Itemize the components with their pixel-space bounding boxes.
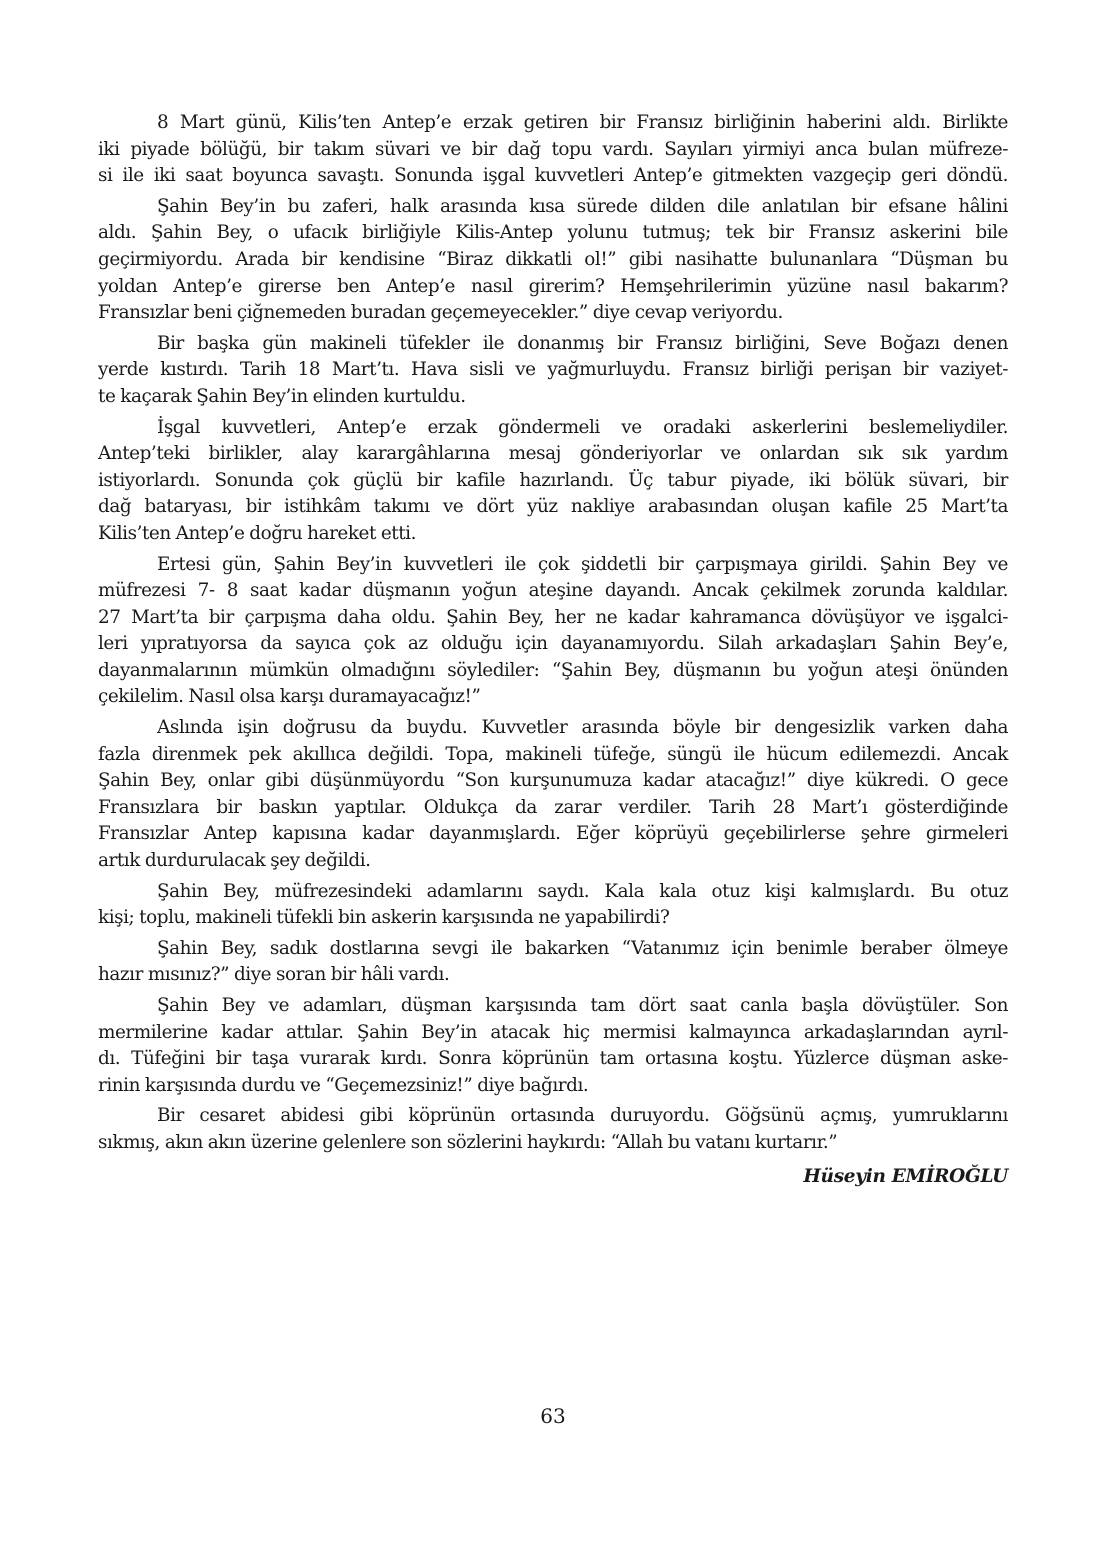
text-line: Fransızlar Antep kapısına kadar dayanmışlardı. Eğer köprüyü geçebilirlerse şehre girmeleri bbox=[98, 823, 1008, 845]
text-line: Aslında işin doğrusu da buydu. Kuvvetler arasında böyle bir dengesizlik varken daha bbox=[157, 717, 1008, 739]
paragraph-8 bbox=[98, 936, 1008, 989]
text-line: hazır mısınız?” diye soran bir hâli vardı. bbox=[98, 964, 450, 986]
text-line: leri yıpratıyorsa da sayıca çok az olduğu için dayanamıyordu. Silah arkadaşları Şahin Bey’e, bbox=[98, 633, 1008, 655]
text-line: geçirmiyordu. Arada bir kendisine “Biraz dikkatli ol!” gibi nasihatte bulunanlara “Düşman bu bbox=[98, 248, 1008, 270]
text-line: Fransızlara bir baskın yaptılar. Oldukça da zarar verdiler. Tarih 28 Mart’ı gösterdiğinde bbox=[98, 796, 1008, 818]
text-line: mermilerine kadar attılar. Şahin Bey’in atacak hiç mermisi kalmayınca arkadaşlarından ayrıl- bbox=[98, 1021, 1008, 1043]
text-line: aldı. Şahin Bey, o ufacık birliğiyle Kilis-Antep yolunu tutmuş; tek bir Fransız askerini bile bbox=[98, 222, 1008, 244]
paragraph-2 bbox=[98, 194, 1008, 327]
paragraph-4 bbox=[98, 415, 1008, 548]
paragraph-3 bbox=[98, 331, 1008, 411]
paragraph-5 bbox=[98, 552, 1008, 712]
page-number: 63 bbox=[540, 1404, 566, 1428]
paragraph-1 bbox=[98, 110, 1008, 190]
text-line: çekilelim. Nasıl olsa karşı duramayacağız!” bbox=[98, 686, 481, 708]
text-line: yoldan Antep’e girerse ben Antep’e nasıl girerim? Hemşehrilerimin yüzüne nasıl bakarım? bbox=[98, 275, 1008, 297]
text-line: yerde kıstırdı. Tarih 18 Mart’tı. Hava sisli ve yağmurluydu. Fransız birliği perişan bir vaziyet- bbox=[98, 359, 1008, 381]
text-line: rinin karşısında durdu ve “Geçemezsiniz!” diye bağırdı. bbox=[98, 1074, 589, 1096]
text-line: Şahin Bey, sadık dostlarına sevgi ile bakarken “Vatanımız için benimle beraber ölmeye bbox=[157, 937, 1008, 959]
text-line: Kilis’ten Antep’e doğru hareket etti. bbox=[98, 522, 416, 544]
paragraph-9 bbox=[98, 993, 1008, 1099]
text-line: dı. Tüfeğini bir taşa vurarak kırdı. Sonra köprünün tam ortasına koştu. Yüzlerce düşman aske- bbox=[98, 1048, 1008, 1070]
text-line: Antep’teki birlikler, alay karargâhlarına mesaj gönderiyorlar ve onlardan sık sık yardım bbox=[98, 443, 1008, 465]
text-line: kişi; toplu, makineli tüfekli bin askerin karşısında ne yapabilirdi? bbox=[98, 907, 670, 929]
text-line: Fransızlar beni çiğnemeden buradan geçemeyecekler.” diye cevap veriyordu. bbox=[98, 302, 783, 324]
text-line: fazla direnmek pek akıllıca değildi. Topa, makineli tüfeğe, süngü ile hücum edilemezdi. Ancak bbox=[98, 743, 1008, 765]
text-line: te kaçarak Şahin Bey’in elinden kurtuldu. bbox=[98, 385, 466, 407]
text-line: si ile iki saat boyunca savaştı. Sonunda işgal kuvvetleri Antep’e gitmekten vazgeçip geri döndü. bbox=[98, 165, 1008, 187]
text-line: Ertesi gün, Şahin Bey’in kuvvetleri ile çok şiddetli bir çarpışmaya girildi. Şahin Bey ve bbox=[157, 553, 1008, 575]
text-line: Şahin Bey’in bu zaferi, halk arasında kısa sürede dilden dile anlatılan bir efsane hâlini bbox=[157, 195, 1008, 217]
paragraph-10 bbox=[98, 1103, 1008, 1156]
text-line: 8 Mart günü, Kilis’ten Antep’e erzak getiren bir Fransız birliğinin haberini aldı. Birlikte bbox=[157, 112, 1008, 133]
text-line: istiyorlardı. Sonunda çok güçlü bir kafile hazırlandı. Üç tabur piyade, iki bölük süvari, bir bbox=[98, 469, 1008, 491]
text-line: Şahin Bey, müfrezesindeki adamlarını saydı. Kala kala otuz kişi kalmışlardı. Bu otuz bbox=[157, 880, 1008, 902]
text-line: dağ bataryası, bir istihkâm takımı ve dört yüz nakliye arabasından oluşan kafile 25 Mart’ta bbox=[98, 496, 1008, 518]
author-signature: Hüseyin EMİROĞLU bbox=[803, 1166, 1008, 1187]
text-line: 27 Mart’ta bir çarpışma daha oldu. Şahin Bey, her ne kadar kahramanca dövüşüyor ve işgalci- bbox=[98, 606, 1008, 628]
paragraph-6 bbox=[98, 715, 1008, 875]
text-line: sıkmış, akın akın üzerine gelenlere son sözlerini haykırdı: “Allah bu vatanı kurtarır.” bbox=[98, 1131, 838, 1153]
document-body bbox=[98, 110, 1008, 1161]
text-line: Şahin Bey, onlar gibi düşünmüyordu “Son kurşunumuza kadar atacağız!” diye kükredi. O gece bbox=[98, 770, 1008, 792]
text-line: artık durdurulacak şey değildi. bbox=[98, 850, 371, 872]
text-line: İşgal kuvvetleri, Antep’e erzak göndermeli ve oradaki askerlerini beslemeliydiler. bbox=[157, 416, 1008, 438]
text-line: iki piyade bölüğü, bir takım süvari ve bir dağ topu vardı. Sayıları yirmiyi anca bulan müfreze- bbox=[98, 138, 1008, 160]
text-line: Şahin Bey ve adamları, düşman karşısında tam dört saat canla başla dövüştüler. Son bbox=[157, 995, 1008, 1016]
paragraph-7 bbox=[98, 879, 1008, 932]
text-line: Bir cesaret abidesi gibi köprünün ortasında duruyordu. Göğsünü açmış, yumruklarını bbox=[157, 1105, 1008, 1127]
text-line: Bir başka gün makineli tüfekler ile donanmış bir Fransız birliğini, Seve Boğazı denen bbox=[157, 332, 1008, 354]
text-line: müfrezesi 7- 8 saat kadar düşmanın yoğun ateşine dayandı. Ancak çekilmek zorunda kaldılar. bbox=[98, 580, 1008, 602]
text-line: dayanmalarının mümkün olmadığını söylediler: “Şahin Bey, düşmanın bu yoğun ateşi önünden bbox=[98, 659, 1008, 681]
